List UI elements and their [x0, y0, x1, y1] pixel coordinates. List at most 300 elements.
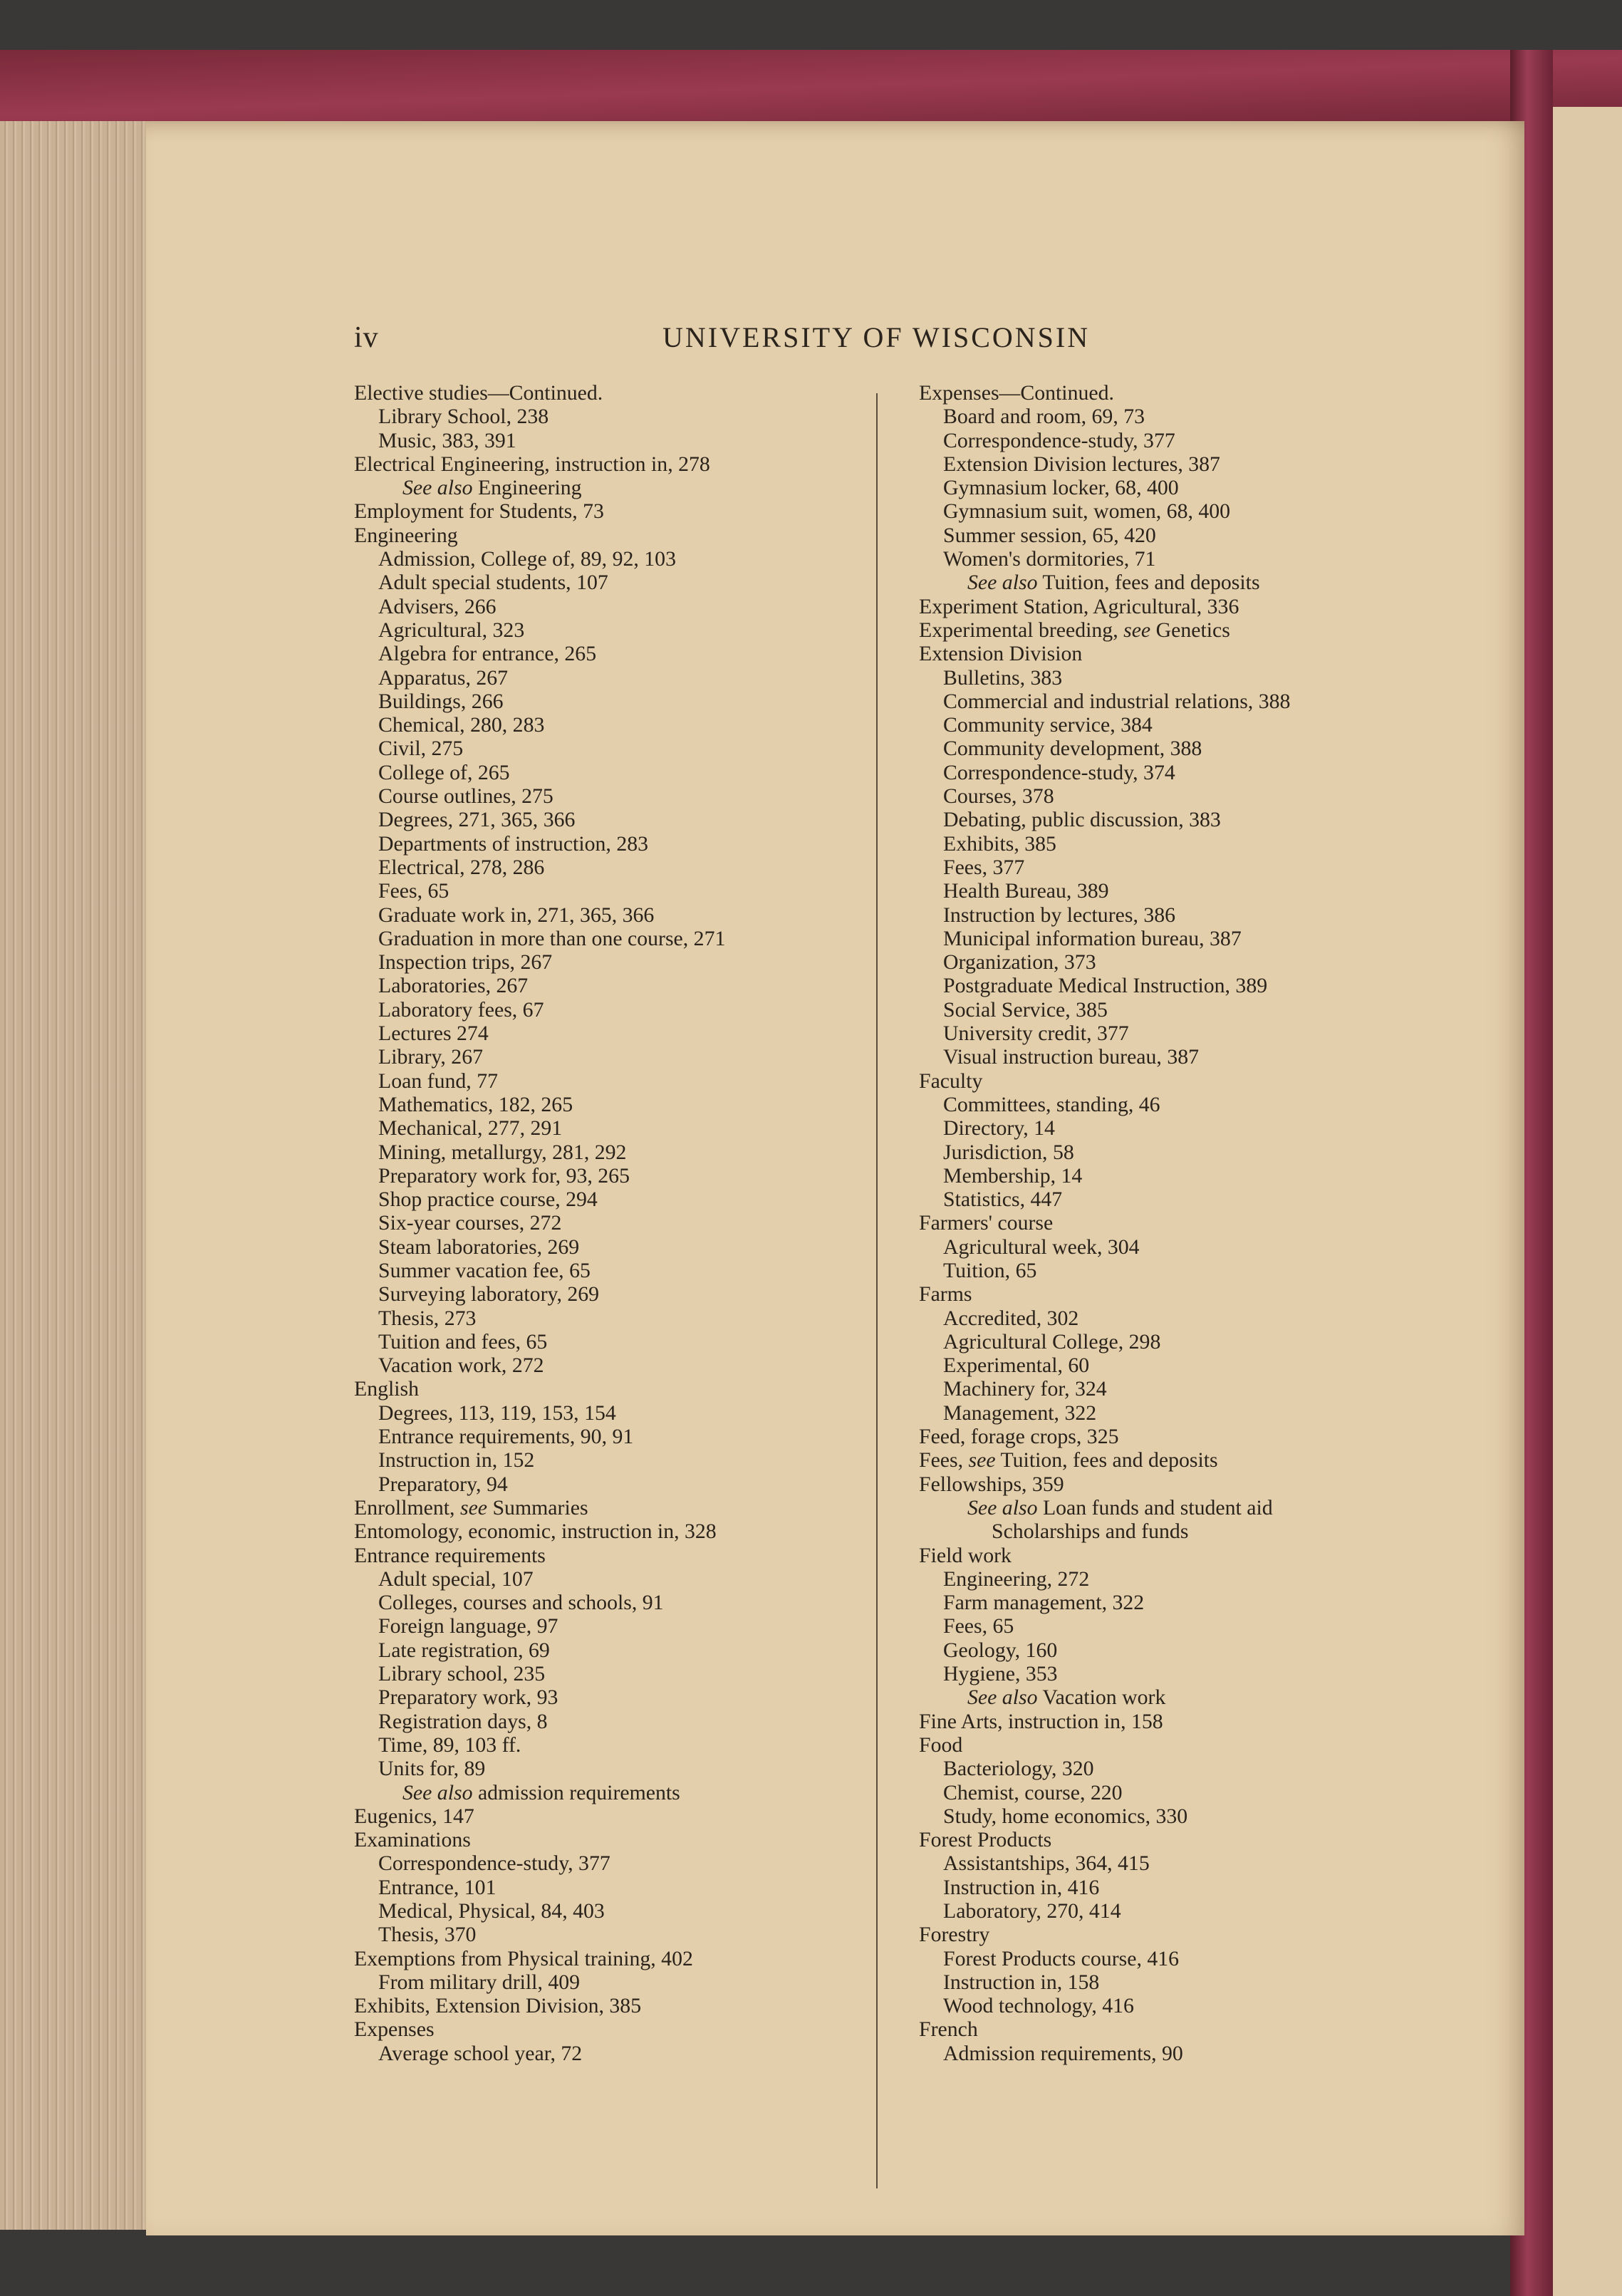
index-entry-text: Inspection trips, 267 — [378, 950, 553, 975]
index-entry — [919, 1354, 1290, 1377]
index-entry — [354, 571, 725, 594]
index-entry — [919, 1876, 1290, 1899]
running-title: UNIVERSITY OF WISCONSIN — [662, 321, 1091, 353]
index-entry — [354, 1947, 725, 1970]
index-entry — [919, 2042, 1290, 2065]
index-entry — [919, 1970, 1290, 1994]
index-entry-text: Experiment Station, Agricultural, 336 — [919, 594, 1239, 618]
index-entry — [354, 1377, 725, 1401]
index-entry — [354, 1923, 725, 1946]
index-entry-text: Tuition, fees and deposits — [1042, 571, 1260, 595]
index-entry — [354, 1994, 725, 2017]
index-entry — [919, 879, 1290, 903]
index-entry-text: Fees, 377 — [943, 855, 1025, 879]
index-entry — [919, 1211, 1290, 1235]
index-entry-text: Degrees, 113, 119, 153, 154 — [378, 1401, 616, 1425]
index-entry-text: Enrollment, — [354, 1495, 455, 1520]
index-entry-text: Feed, forage crops, 325 — [919, 1425, 1119, 1449]
index-entry-text: Laboratory fees, 67 — [378, 997, 544, 1022]
index-entry — [354, 1710, 725, 1733]
index-entry-text: Wood technology, 416 — [943, 1994, 1134, 2018]
index-entry — [919, 713, 1290, 737]
see-label: see — [459, 1495, 488, 1520]
index-entry — [354, 1757, 725, 1780]
index-entry-text: Steam laboratories, 269 — [378, 1235, 580, 1259]
index-column-left — [354, 381, 725, 2065]
index-entry-text: Postgraduate Medical Instruction, 389 — [943, 974, 1268, 998]
running-head — [146, 313, 1524, 356]
index-entry-text: Directory, 14 — [943, 1116, 1055, 1141]
index-entry-text: Bacteriology, 320 — [943, 1757, 1094, 1781]
index-entry — [919, 1923, 1290, 1946]
index-entry-text: Hygiene, 353 — [943, 1662, 1058, 1686]
index-entry — [354, 808, 725, 831]
index-entry — [919, 1496, 1290, 1520]
index-entry — [354, 1804, 725, 1828]
index-entry — [354, 1448, 725, 1472]
index-entry-text: French — [919, 2017, 978, 2042]
index-entry — [354, 1638, 725, 1662]
index-entry — [354, 1282, 725, 1306]
index-entry-text: Vacation work, 272 — [378, 1354, 544, 1378]
index-entry-text: Experimental breeding, — [919, 618, 1118, 642]
index-entry-text: Gymnasium locker, 68, 400 — [943, 476, 1179, 500]
index-entry — [919, 1377, 1290, 1401]
index-entry — [919, 429, 1290, 452]
index-entry — [354, 1116, 725, 1140]
index-entry-text: Forest Products — [919, 1828, 1052, 1852]
index-entry — [354, 1307, 725, 1330]
index-entry — [354, 1733, 725, 1757]
index-entry — [354, 1851, 725, 1875]
index-entry — [354, 524, 725, 547]
index-entry-text: Health Bureau, 389 — [943, 879, 1109, 903]
index-entry — [919, 476, 1290, 499]
index-entry — [919, 784, 1290, 808]
index-entry — [919, 1116, 1290, 1140]
index-entry — [354, 1970, 725, 1994]
index-entry — [354, 1520, 725, 1543]
index-entry-text: Summer session, 65, 420 — [943, 523, 1156, 547]
page-edges — [0, 121, 167, 2230]
index-entry — [354, 1093, 725, 1116]
index-entry-text: Instruction in, 158 — [943, 1970, 1100, 1994]
index-entry-text: Study, home economics, 330 — [943, 1804, 1188, 1828]
index-entry — [354, 1211, 725, 1235]
index-entry — [354, 381, 725, 405]
index-entry-text: Lectures 274 — [378, 1022, 489, 1046]
index-entry — [354, 1781, 725, 1804]
index-entry — [919, 381, 1290, 405]
index-entry — [919, 1141, 1290, 1164]
index-entry — [919, 1591, 1290, 1614]
index-entry-text: Fees, — [919, 1448, 964, 1472]
index-entry — [354, 1662, 725, 1685]
index-entry-text: Instruction by lectures, 386 — [943, 903, 1176, 927]
index-entry-text: Exemptions from Physical training, 402 — [354, 1946, 693, 1970]
index-entry — [354, 1899, 725, 1923]
index-entry — [354, 666, 725, 690]
index-entry-text: Units for, 89 — [378, 1757, 486, 1781]
index-entry — [919, 1710, 1290, 1733]
index-entry-text: Exhibits, Extension Division, 385 — [354, 1994, 642, 2018]
index-entry-text: Visual instruction bureau, 387 — [943, 1045, 1200, 1069]
index-entry — [919, 1828, 1290, 1851]
index-entry — [919, 2017, 1290, 2041]
index-entry-text: Faculty — [919, 1069, 983, 1093]
index-entry-text: Experimental, 60 — [943, 1354, 1090, 1378]
index-entry-text: Algebra for entrance, 265 — [378, 642, 597, 666]
index-entry-text: Degrees, 271, 365, 366 — [378, 808, 576, 832]
page-number: iv — [354, 321, 379, 354]
index-entry-text: Jurisdiction, 58 — [943, 1140, 1074, 1164]
index-entry — [919, 832, 1290, 856]
index-entry-text: Agricultural week, 304 — [943, 1235, 1140, 1259]
index-entry — [354, 761, 725, 784]
cross-reference-target: Summaries — [492, 1495, 588, 1520]
index-entry — [919, 499, 1290, 523]
index-entry — [354, 1544, 725, 1567]
index-entry — [919, 1733, 1290, 1757]
index-entry-text: Employment for Students, 73 — [354, 499, 604, 524]
index-entry — [919, 950, 1290, 974]
index-entry — [354, 974, 725, 997]
index-entry — [919, 1022, 1290, 1045]
index-entry-text: Assistantships, 364, 415 — [943, 1851, 1150, 1876]
index-entry — [354, 713, 725, 737]
index-entry — [919, 1188, 1290, 1211]
book-page — [146, 121, 1524, 2235]
index-entry-text: Fine Arts, instruction in, 158 — [919, 1709, 1163, 1733]
index-entry — [354, 1022, 725, 1045]
index-entry — [919, 571, 1290, 594]
index-entry-text: Extension Division — [919, 642, 1083, 666]
index-entry-text: Food — [919, 1733, 963, 1757]
index-entry — [354, 1235, 725, 1259]
index-entry-text: Adult special, 107 — [378, 1567, 534, 1591]
index-entry — [354, 429, 725, 452]
index-entry — [919, 1307, 1290, 1330]
index-entry-text: Municipal information bureau, 387 — [943, 926, 1242, 950]
index-entry-text: admission requirements — [477, 1780, 680, 1804]
index-entry — [354, 879, 725, 903]
index-entry — [919, 1235, 1290, 1259]
index-entry-text: Extension Division lectures, 387 — [943, 452, 1220, 476]
index-entry-text: Engineering — [477, 476, 582, 500]
index-entry — [919, 1259, 1290, 1282]
index-entry-text: From military drill, 409 — [378, 1970, 581, 1994]
index-entry — [354, 2042, 725, 2065]
index-entry-text: Apparatus, 267 — [378, 665, 509, 690]
index-entry-text: Forestry — [919, 1923, 990, 1947]
index-entry-text: English — [354, 1377, 420, 1401]
index-entry-text: Statistics, 447 — [943, 1188, 1063, 1212]
index-entry — [354, 856, 725, 879]
index-entry — [354, 1354, 725, 1377]
index-entry-text: Fees, 65 — [943, 1614, 1014, 1638]
index-entry — [919, 927, 1290, 950]
index-entry-text: Late registration, 69 — [378, 1638, 550, 1662]
index-entry-text: Colleges, courses and schools, 91 — [378, 1591, 664, 1615]
index-entry — [919, 1994, 1290, 2017]
index-entry — [354, 784, 725, 808]
index-entry-text: Field work — [919, 1543, 1012, 1567]
index-entry — [919, 1330, 1290, 1354]
index-entry — [354, 1188, 725, 1211]
index-entry — [354, 903, 725, 927]
index-entry-text: Examinations — [354, 1828, 471, 1852]
see-also-label: See also — [402, 1780, 473, 1804]
index-entry — [354, 950, 725, 974]
index-entry — [919, 595, 1290, 618]
index-entry — [354, 1591, 725, 1614]
index-entry-text: Preparatory, 94 — [378, 1472, 508, 1496]
index-entry — [354, 1496, 725, 1520]
index-entry — [354, 1685, 725, 1709]
index-entry-text: Mechanical, 277, 291 — [378, 1116, 563, 1141]
index-entry-text: Time, 89, 103 ff. — [378, 1733, 521, 1757]
index-entry-text: Departments of instruction, 283 — [378, 831, 649, 856]
index-entry — [919, 524, 1290, 547]
index-entry-text: Shop practice course, 294 — [378, 1188, 598, 1212]
index-entry — [354, 1567, 725, 1591]
index-entry-text: Farms — [919, 1282, 972, 1307]
index-entry — [919, 642, 1290, 665]
index-entry-text: Course outlines, 275 — [378, 784, 553, 809]
index-entry-text: Entrance requirements — [354, 1543, 546, 1567]
index-entry-text: Agricultural, 323 — [378, 618, 525, 642]
index-entry-text: Gymnasium suit, women, 68, 400 — [943, 499, 1231, 524]
index-entry-text: Six-year courses, 272 — [378, 1211, 562, 1235]
index-entry — [919, 690, 1290, 713]
index-entry — [919, 737, 1290, 760]
index-entry-text: Library, 267 — [378, 1045, 484, 1069]
index-entry-text: Loan funds and student aid — [1042, 1495, 1273, 1520]
index-entry — [919, 1448, 1290, 1472]
index-entry-text: Courses, 378 — [943, 784, 1054, 809]
index-entry — [354, 1401, 725, 1425]
index-entry-text: Preparatory work for, 93, 265 — [378, 1163, 630, 1188]
index-entry — [354, 499, 725, 523]
index-entry-text: Loan fund, 77 — [378, 1069, 498, 1093]
index-entry-text: Instruction in, 152 — [378, 1448, 535, 1472]
index-entry — [354, 1141, 725, 1164]
index-entry — [919, 618, 1290, 642]
index-entry — [354, 1425, 725, 1448]
index-entry-text: Expenses — [354, 2017, 435, 2042]
index-entry — [354, 405, 725, 428]
index-entry-text: Laboratories, 267 — [378, 974, 529, 998]
index-entry — [919, 1567, 1290, 1591]
index-entry — [354, 1330, 725, 1354]
see-label: see — [1123, 618, 1151, 642]
index-entry — [919, 547, 1290, 571]
index-entry — [354, 1069, 725, 1093]
index-entry — [919, 998, 1290, 1022]
index-entry-text: Summer vacation fee, 65 — [378, 1258, 591, 1282]
index-entry — [354, 1045, 725, 1069]
index-entry-text: Preparatory work, 93 — [378, 1685, 558, 1710]
index-entry-text: Forest Products course, 416 — [943, 1946, 1180, 1970]
index-entry-text: Machinery for, 324 — [943, 1377, 1107, 1401]
index-entry — [919, 1544, 1290, 1567]
index-entry-text: Thesis, 273 — [378, 1306, 477, 1330]
index-entry-text: Agricultural College, 298 — [943, 1329, 1161, 1354]
index-entry-text: Engineering — [354, 523, 458, 547]
index-entry-text: Accredited, 302 — [943, 1306, 1079, 1330]
index-entry — [354, 642, 725, 665]
index-entry — [919, 666, 1290, 690]
index-entry-text: Chemical, 280, 283 — [378, 713, 545, 737]
index-entry-text: Tuition, 65 — [943, 1258, 1037, 1282]
index-entry-text: Registration days, 8 — [378, 1709, 548, 1733]
index-entry-text: Electrical, 278, 286 — [378, 855, 545, 879]
index-entry-text: Thesis, 370 — [378, 1923, 477, 1947]
index-entry — [919, 1662, 1290, 1685]
index-entry — [354, 547, 725, 571]
index-entry — [919, 1804, 1290, 1828]
index-entry-text: Entomology, economic, instruction in, 328 — [354, 1520, 717, 1544]
index-entry — [919, 1282, 1290, 1306]
index-entry-text: Social Service, 385 — [943, 997, 1108, 1022]
index-entry-text: University credit, 377 — [943, 1022, 1129, 1046]
index-entry-text: Eugenics, 147 — [354, 1804, 474, 1828]
see-also-label: See also — [967, 1495, 1038, 1520]
index-entry — [354, 2017, 725, 2041]
index-entry-text: Correspondence-study, 377 — [943, 428, 1175, 452]
index-entry — [919, 405, 1290, 428]
index-entry — [919, 1425, 1290, 1448]
index-entry-text: Engineering, 272 — [943, 1567, 1090, 1591]
index-entry — [919, 1093, 1290, 1116]
cross-reference-target: Tuition, fees and deposits — [1000, 1448, 1218, 1472]
index-entry-text: Graduate work in, 271, 365, 366 — [378, 903, 655, 927]
index-entry-text: Adult special students, 107 — [378, 571, 608, 595]
index-column-right — [919, 381, 1290, 2065]
index-entry — [919, 761, 1290, 784]
index-entry-text: Buildings, 266 — [378, 689, 504, 713]
index-entry — [919, 856, 1290, 879]
index-entry-text: Laboratory, 270, 414 — [943, 1899, 1121, 1923]
index-entry — [354, 737, 725, 760]
index-entry-text: Medical, Physical, 84, 403 — [378, 1899, 605, 1923]
index-entry-text: Civil, 275 — [378, 737, 464, 761]
index-entry-text: Admission, College of, 89, 92, 103 — [378, 547, 676, 571]
index-entry-text: Instruction in, 416 — [943, 1875, 1100, 1899]
index-entry-text: Graduation in more than one course, 271 — [378, 926, 726, 950]
column-divider — [876, 393, 878, 2188]
index-entry-text: Commercial and industrial relations, 388 — [943, 689, 1291, 713]
index-entry-text: Fellowships, 359 — [919, 1472, 1064, 1496]
index-entry-text: Fees, 65 — [378, 879, 449, 903]
index-entry — [919, 1899, 1290, 1923]
index-entry-text: Membership, 14 — [943, 1163, 1083, 1188]
index-entry-text: Library School, 238 — [378, 405, 549, 429]
index-entry — [354, 476, 725, 499]
index-entry-text: Board and room, 69, 73 — [943, 405, 1145, 429]
index-entry-text: Surveying laboratory, 269 — [378, 1282, 600, 1307]
index-entry — [919, 1520, 1290, 1543]
index-entry — [919, 974, 1290, 997]
index-entry-text: Farm management, 322 — [943, 1591, 1145, 1615]
index-entry-text: Mining, metallurgy, 281, 292 — [378, 1140, 627, 1164]
index-entry-text: Committees, standing, 46 — [943, 1092, 1160, 1116]
index-entry-text: Mathematics, 182, 265 — [378, 1092, 573, 1116]
index-entry-text: Library school, 235 — [378, 1662, 546, 1686]
index-entry — [919, 1757, 1290, 1780]
index-entry — [919, 903, 1290, 927]
index-entry-text: Music, 383, 391 — [378, 428, 516, 452]
index-entry — [354, 595, 725, 618]
index-entry-text: Exhibits, 385 — [943, 831, 1056, 856]
index-entry — [354, 927, 725, 950]
index-entry-text: Elective studies—Continued. — [354, 381, 603, 405]
index-entry-text: Geology, 160 — [943, 1638, 1058, 1662]
index-entry — [354, 1472, 725, 1496]
index-entry — [354, 1164, 725, 1188]
index-entry-text: Farmers' course — [919, 1211, 1054, 1235]
index-entry — [354, 690, 725, 713]
index-entry — [919, 1851, 1290, 1875]
index-entry-text: Women's dormitories, 71 — [943, 547, 1156, 571]
index-entry — [354, 1876, 725, 1899]
index-entry — [354, 618, 725, 642]
index-entry — [919, 1781, 1290, 1804]
index-entry-text: Correspondence-study, 374 — [943, 760, 1175, 784]
index-entry — [354, 1614, 725, 1638]
see-also-label: See also — [402, 476, 473, 500]
index-entry-text: Entrance, 101 — [378, 1875, 497, 1899]
index-entry — [354, 452, 725, 476]
index-entry-text: Tuition and fees, 65 — [378, 1329, 548, 1354]
index-entry-text: Organization, 373 — [943, 950, 1096, 975]
index-entry-text: Average school year, 72 — [378, 2041, 583, 2065]
index-entry-text: College of, 265 — [378, 760, 510, 784]
index-entry-text: Management, 322 — [943, 1401, 1097, 1425]
index-entry-text: Community service, 384 — [943, 713, 1153, 737]
index-entry — [919, 1685, 1290, 1709]
index-entry — [919, 1638, 1290, 1662]
see-also-label: See also — [967, 1685, 1038, 1710]
index-entry — [354, 1828, 725, 1851]
index-entry — [919, 1614, 1290, 1638]
cross-reference-target: Genetics — [1155, 618, 1230, 642]
index-entry-text: Chemist, course, 220 — [943, 1780, 1123, 1804]
index-entry — [919, 1472, 1290, 1496]
index-entry — [919, 1045, 1290, 1069]
index-entry-text: Foreign language, 97 — [378, 1614, 558, 1638]
index-entry — [354, 832, 725, 856]
index-entry-text: Vacation work — [1042, 1685, 1166, 1710]
index-entry-text: Entrance requirements, 90, 91 — [378, 1425, 634, 1449]
index-entry-text: Scholarships and funds — [992, 1520, 1189, 1544]
index-entry — [919, 1947, 1290, 1970]
index-entry — [919, 808, 1290, 831]
index-entry — [354, 998, 725, 1022]
index-entry — [354, 1259, 725, 1282]
index-entry-text: Correspondence-study, 377 — [378, 1851, 610, 1876]
index-entry-text: Bulletins, 383 — [943, 665, 1063, 690]
index-entry — [919, 1401, 1290, 1425]
index-entry — [919, 1069, 1290, 1093]
index-entry — [919, 1164, 1290, 1188]
index-entry-text: Advisers, 266 — [378, 594, 497, 618]
index-entry-text: Community development, 388 — [943, 737, 1202, 761]
index-entry-text: Expenses—Continued. — [919, 381, 1114, 405]
see-label: see — [968, 1448, 996, 1472]
index-entry — [919, 452, 1290, 476]
see-also-label: See also — [967, 571, 1038, 595]
